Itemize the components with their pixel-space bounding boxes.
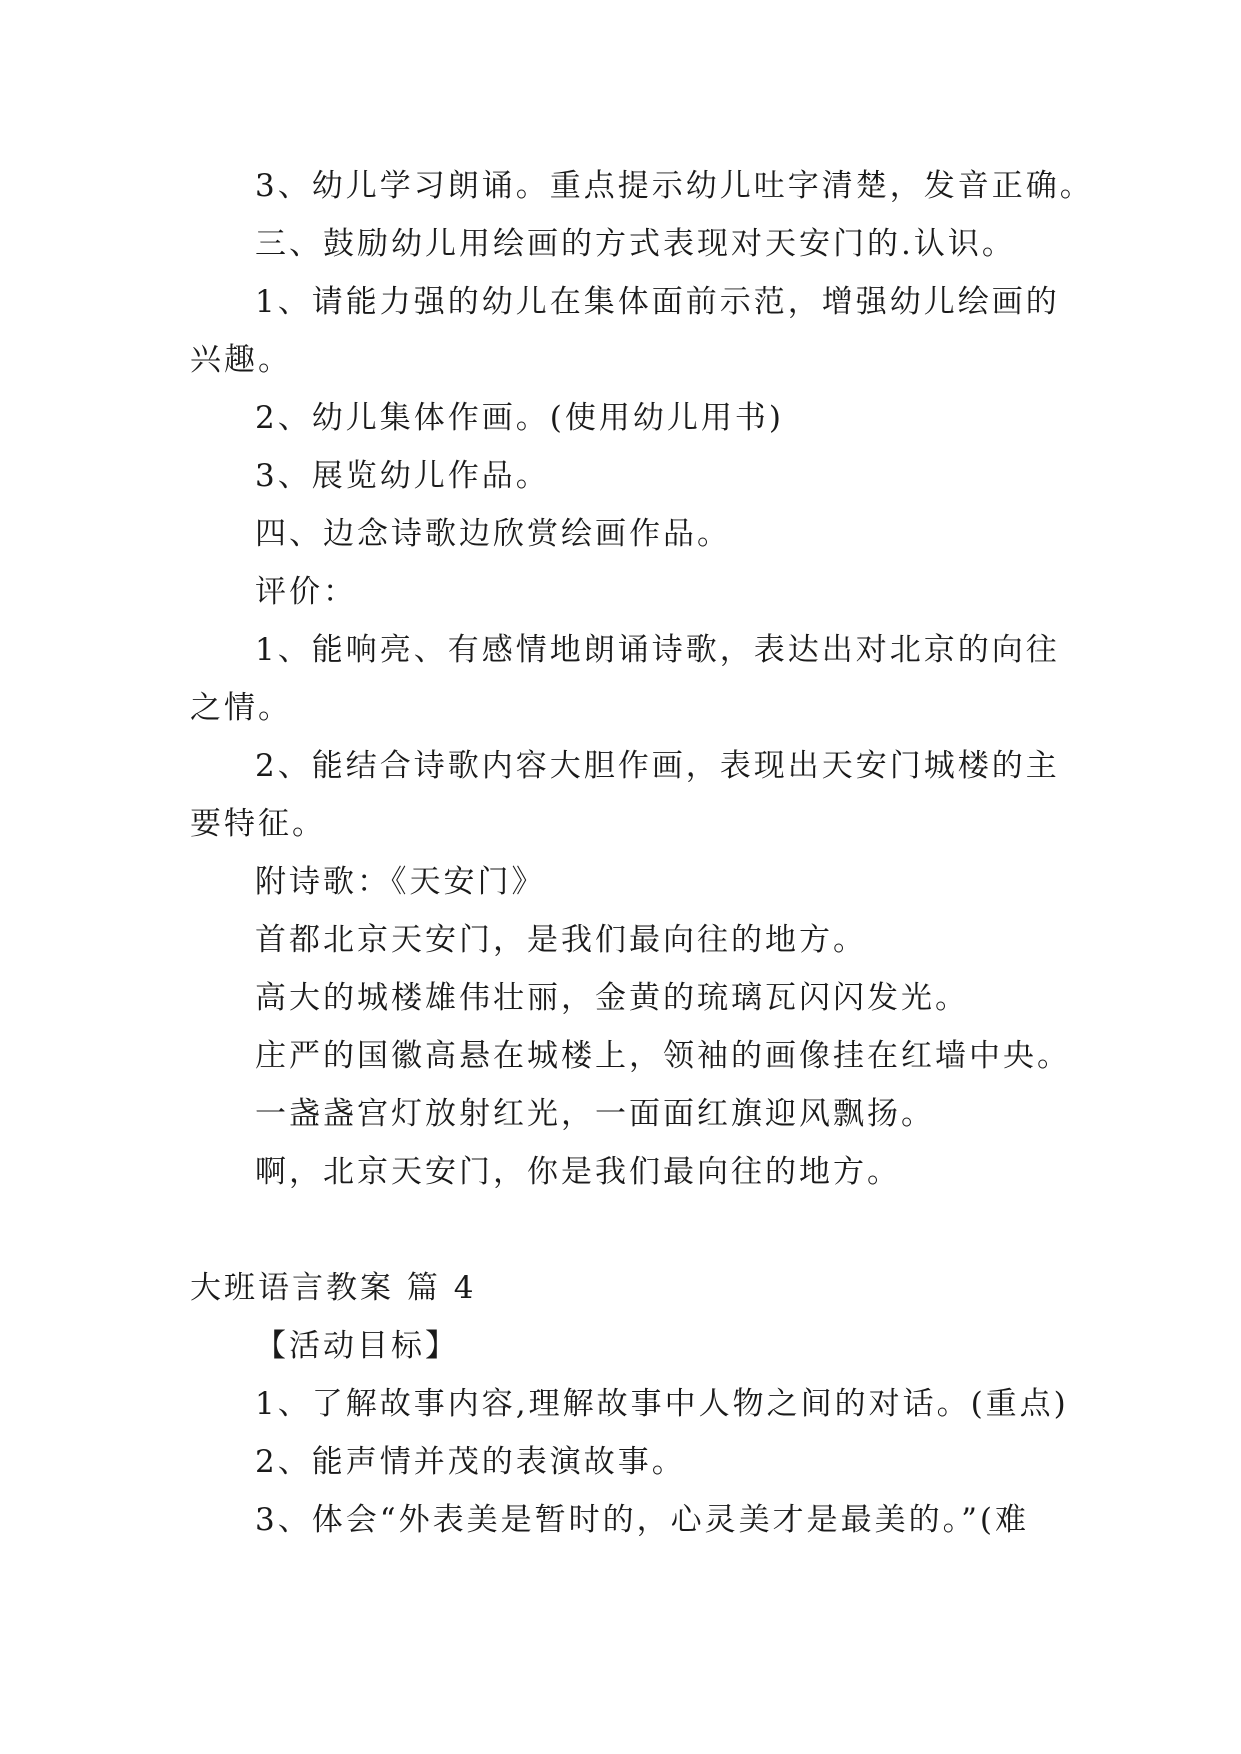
- step-1-demonstration: 1、请能力强的幼儿在集体面前示范，增强幼儿绘画的: [255, 284, 1060, 320]
- poem-line-3: 庄严的国徽高悬在城楼上，领袖的画像挂在红墙中央。: [255, 1038, 1071, 1074]
- step-3-exhibition: 3、展览幼儿作品。: [255, 458, 550, 494]
- lesson-plan-heading: 大班语言教案 篇 4: [190, 1270, 477, 1306]
- poem-line-5: 啊，北京天安门，你是我们最向往的地方。: [255, 1154, 901, 1190]
- goal-2: 2、能声情并茂的表演故事。: [255, 1444, 686, 1480]
- evaluation-item-2-cont: 要特征。: [190, 806, 326, 842]
- activity-goals-heading: 【活动目标】: [255, 1328, 459, 1364]
- section-3-heading: 三、鼓励幼儿用绘画的方式表现对天安门的.认识。: [255, 226, 1016, 262]
- step-2-drawing: 2、幼儿集体作画。(使用幼儿用书): [255, 400, 784, 436]
- evaluation-heading: 评价：: [255, 574, 357, 610]
- poem-title: 附诗歌：《天安门》: [255, 864, 546, 900]
- evaluation-item-2: 2、能结合诗歌内容大胆作画，表现出天安门城楼的主: [255, 748, 1060, 784]
- poem-line-1: 首都北京天安门，是我们最向往的地方。: [255, 922, 867, 958]
- evaluation-item-1: 1、能响亮、有感情地朗诵诗歌，表达出对北京的向往: [255, 632, 1060, 668]
- step-1-demonstration-cont: 兴趣。: [190, 342, 292, 378]
- poem-line-2: 高大的城楼雄伟壮丽，金黄的琉璃瓦闪闪发光。: [255, 980, 969, 1016]
- goal-1: 1、了解故事内容,理解故事中人物之间的对话。(重点): [255, 1386, 1069, 1422]
- step-3-recitation: 3、幼儿学习朗诵。重点提示幼儿吐字清楚，发音正确。: [255, 168, 1094, 204]
- poem-line-4: 一盏盏宫灯放射红光，一面面红旗迎风飘扬。: [255, 1096, 935, 1132]
- goal-3: 3、体会“外表美是暂时的，心灵美才是最美的。”(难: [255, 1502, 1030, 1538]
- section-4-heading: 四、边念诗歌边欣赏绘画作品。: [255, 516, 731, 552]
- evaluation-item-1-cont: 之情。: [190, 690, 292, 726]
